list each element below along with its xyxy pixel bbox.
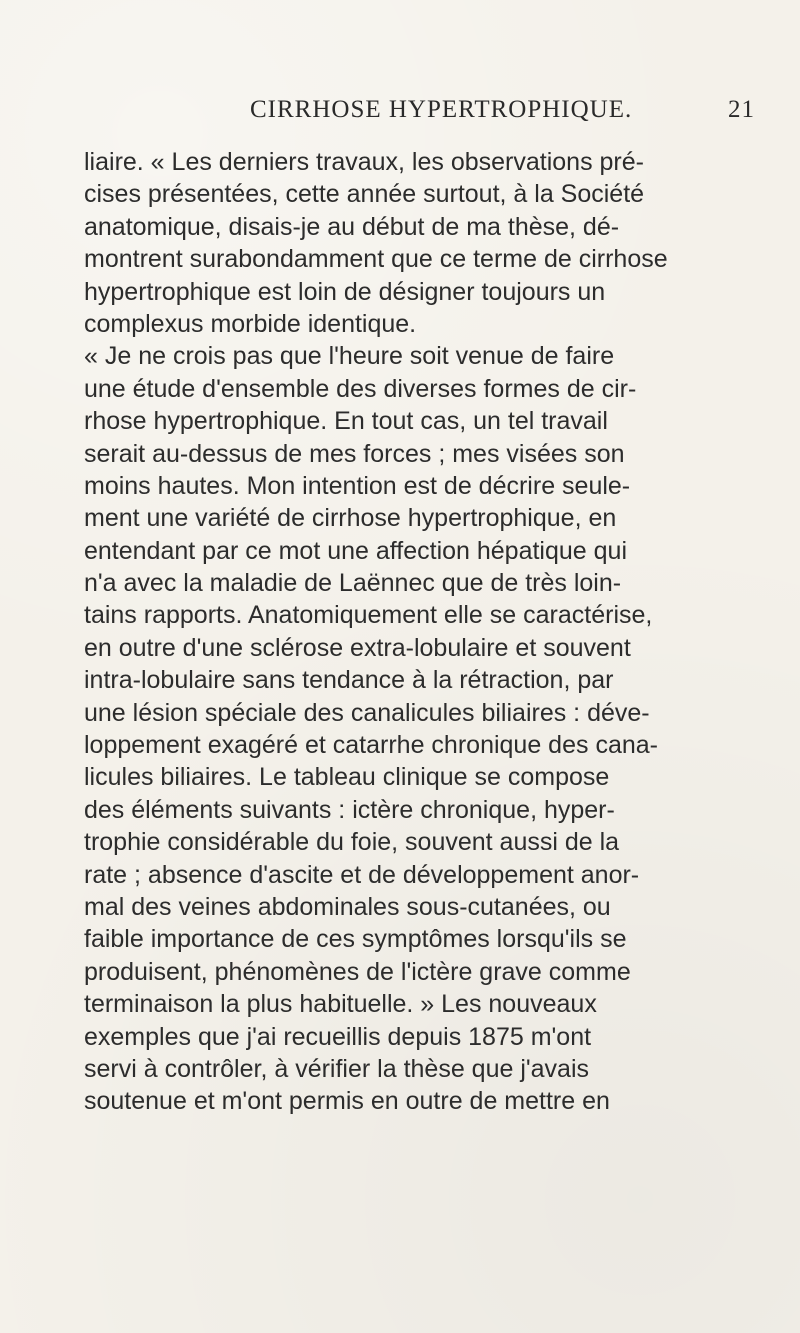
text-line: faible importance de ces symptômes lorsqu'ils se — [84, 925, 627, 954]
text-line: montrent surabondamment que ce terme de cirrhose — [84, 245, 668, 274]
text-line: tains rapports. Anatomiquement elle se caractérise, — [84, 601, 653, 630]
text-line: rate ; absence d'ascite et de développement anor- — [84, 860, 640, 889]
text-line: « Je ne crois pas que l'heure soit venue de faire — [84, 342, 615, 371]
text-line: une étude d'ensemble des diverses formes de cir- — [84, 374, 637, 403]
text-line: liaire. « Les derniers travaux, les observations pré- — [84, 148, 644, 176]
text-line: intra-lobulaire sans tendance à la rétraction, par — [84, 666, 614, 695]
text-line: hypertrophique est loin de désigner toujours un — [84, 277, 606, 306]
text-line: loppement exagéré et catarrhe chronique des cana- — [84, 731, 658, 760]
text-line: entendant par ce mot une affection hépatique qui — [84, 536, 628, 565]
text-line: produisent, phénomènes de l'ictère grave comme — [84, 957, 631, 986]
text-line: ment une variété de cirrhose hypertrophique, en — [84, 504, 617, 533]
text-line: terminaison la plus habituelle. » Les nouveaux — [84, 990, 597, 1019]
running-title: CIRRHOSE HYPERTROPHIQUE. — [250, 96, 633, 123]
text-line: servi à contrôler, à vérifier la thèse que j'avais — [84, 1054, 590, 1083]
text-line: anatomique, disais-je au début de ma thèse, dé- — [84, 212, 620, 241]
text-line: exemples que j'ai recueillis depuis 1875 m'ont — [84, 1022, 592, 1051]
page-header — [250, 96, 755, 136]
text-line: trophie considérable du foie, souvent aussi de la — [84, 828, 620, 857]
body-text — [84, 146, 764, 1118]
text-line: rhose hypertrophique. En tout cas, un tel travail — [84, 407, 608, 436]
text-line: en outre d'une sclérose extra-lobulaire et souvent — [84, 633, 631, 662]
text-line: moins hautes. Mon intention est de décrire seule- — [84, 471, 631, 500]
text-line: mal des veines abdominales sous-cutanées, ou — [84, 892, 611, 921]
text-line: serait au-dessus de mes forces ; mes visées son — [84, 439, 625, 468]
page-number: 21 — [728, 96, 755, 123]
text-line: complexus morbide identique. — [84, 309, 417, 338]
text-line: soutenue et m'ont permis en outre de mettre en — [84, 1087, 610, 1116]
text-line: une lésion spéciale des canalicules biliaires : déve- — [84, 698, 650, 727]
text-line: n'a avec la maladie de Laënnec que de très loin- — [84, 569, 622, 598]
text-line: licules biliaires. Le tableau clinique se compose — [84, 763, 610, 792]
text-line: des éléments suivants : ictère chronique, hyper- — [84, 795, 615, 824]
text-line: cises présentées, cette année surtout, à la Société — [84, 180, 645, 209]
